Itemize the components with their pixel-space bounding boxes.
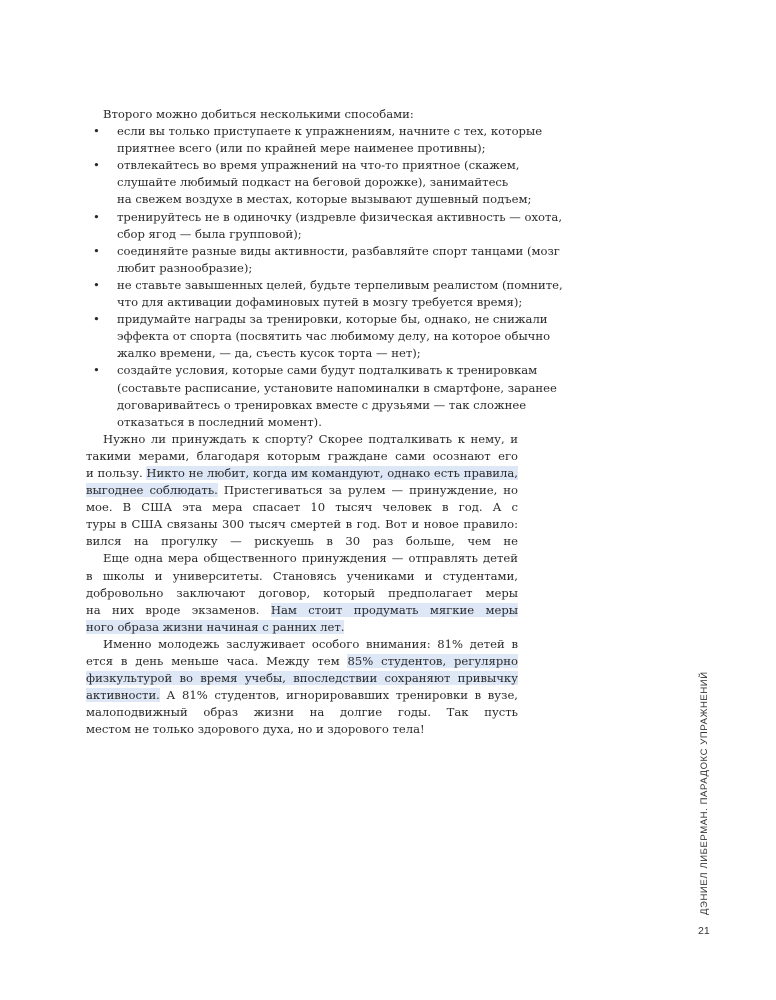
text-line bbox=[86, 619, 518, 636]
text-line bbox=[86, 380, 557, 397]
text-segment: мое. В США эта мера спасает 10 тысяч человек в год. А с bbox=[86, 500, 518, 515]
bullet-item-line bbox=[86, 243, 560, 260]
text-segment: (составьте расписание, установите напоминалки в смартфоне, заранее bbox=[117, 380, 557, 395]
text-segment: ется в день меньше часа. Между тем bbox=[86, 654, 348, 668]
text-segment: придумайте награды за тренировки, которые бы, однако, не снижали bbox=[117, 312, 548, 327]
text-line bbox=[86, 533, 518, 550]
text-line bbox=[86, 482, 518, 499]
text-line bbox=[86, 397, 527, 414]
bullet-icon: • bbox=[93, 243, 100, 258]
text-segment: если вы только приступаете к упражнениям, начните с тех, которые bbox=[117, 124, 543, 139]
text-segment: в школы и университеты. Становясь учениками и студентами, bbox=[86, 568, 518, 583]
text-line bbox=[86, 670, 518, 687]
body-text bbox=[86, 106, 563, 738]
text-segment: тренируйтесь не в одиночку (издревле физическая активность — охота, bbox=[117, 209, 563, 224]
text-line bbox=[86, 140, 518, 157]
text-segment: приятнее всего (или по крайней мере наименее противны); bbox=[117, 141, 486, 156]
text-line bbox=[86, 721, 518, 738]
text-segment: и пользу. bbox=[86, 465, 147, 480]
text-line bbox=[86, 328, 551, 345]
text-line bbox=[86, 550, 518, 567]
text-segment: договаривайтесь о тренировках вместе с друзьями — так сложнее bbox=[117, 397, 527, 412]
text-line bbox=[86, 636, 518, 653]
bullet-item-line bbox=[86, 209, 563, 226]
text-line bbox=[86, 345, 518, 362]
text-line bbox=[86, 568, 518, 585]
text-segment: слушайте любимый подкаст на беговой дорожке), занимайтесь bbox=[117, 175, 509, 190]
text-line bbox=[86, 499, 518, 516]
text-segment: отказаться в последний момент). bbox=[117, 414, 322, 429]
text-segment: жалко времени, — да, съесть кусок торта — нет); bbox=[117, 346, 421, 361]
text-segment: Второго можно добиться несколькими способами: bbox=[103, 107, 414, 121]
highlighted-text: 85% студентов, регулярно bbox=[86, 654, 518, 670]
bullet-item-line bbox=[86, 157, 518, 174]
text-segment: любит разнообразие); bbox=[117, 260, 253, 275]
bullet-item-line bbox=[86, 123, 543, 140]
text-line bbox=[86, 516, 518, 533]
text-segment: не ставьте завышенных целей, будьте терпеливым реалистом (помните, bbox=[117, 277, 563, 292]
bullet-item-line bbox=[86, 311, 548, 328]
bullet-icon: • bbox=[93, 158, 100, 173]
bullet-icon: • bbox=[93, 277, 100, 292]
running-header: ДЭНИЕЛ ЛИБЕРМАН. ПАРАДОКС УПРАЖНЕНИЙ bbox=[699, 671, 710, 915]
text-line bbox=[86, 602, 518, 619]
text-line bbox=[86, 294, 523, 311]
text-segment: создайте условия, которые сами будут подталкивать к тренировкам bbox=[117, 363, 538, 378]
text-segment: отвлекайтесь во время упражнений на что-то приятное (скажем, bbox=[117, 158, 520, 173]
text-segment: на свежем воздухе в местах, которые вызывают душевный подъем; bbox=[117, 192, 532, 207]
text-segment: Нужно ли принуждать к спорту? Скорее подталкивать к нему, и bbox=[103, 431, 518, 446]
text-line bbox=[86, 585, 518, 602]
text-segment: Еще одна мера общественного принуждения — отправлять детей bbox=[103, 551, 518, 566]
bullet-icon: • bbox=[93, 124, 100, 139]
text-segment: туры в США связаны 300 тысяч смертей в год. Вот и новое правило: bbox=[86, 517, 518, 532]
highlighted-text: ного образа жизни начиная с ранних лет. bbox=[86, 619, 345, 634]
bullet-item-line bbox=[86, 362, 538, 379]
text-line bbox=[86, 448, 518, 465]
highlighted-text: Никто не любит, когда им командуют, однако есть правила, bbox=[86, 466, 518, 482]
highlighted-text: физкультурой во время учебы, впоследствии сохраняют привычку bbox=[86, 671, 518, 687]
highlighted-text: Нам стоит продумать мягкие меры bbox=[86, 603, 518, 619]
text-line bbox=[86, 191, 532, 208]
text-line bbox=[86, 431, 518, 448]
bullet-icon: • bbox=[93, 209, 100, 224]
highlighted-text: активности. bbox=[86, 688, 160, 703]
bullet-item-line bbox=[86, 277, 563, 294]
text-line bbox=[86, 687, 518, 704]
text-segment: вился на прогулку — рискуешь в 30 раз больше, чем не bbox=[86, 534, 518, 549]
text-line bbox=[86, 174, 518, 191]
bullet-icon: • bbox=[93, 363, 100, 378]
text-segment: местом не только здорового духа, но и здорового тела! bbox=[86, 722, 425, 737]
page-number: 21 bbox=[698, 925, 710, 937]
highlighted-text: выгоднее соблюдать. bbox=[86, 483, 218, 498]
text-segment: Пристегиваться за рулем — принуждение, но bbox=[223, 483, 518, 498]
text-line bbox=[86, 106, 518, 123]
text-line bbox=[86, 653, 518, 670]
text-line bbox=[86, 260, 518, 277]
text-line bbox=[86, 704, 518, 721]
bullet-icon: • bbox=[93, 312, 100, 327]
text-segment: на них вроде экзаменов. bbox=[86, 602, 271, 617]
text-segment: соединяйте разные виды активности, разбавляйте спорт танцами (мозг bbox=[117, 243, 560, 258]
text-segment: малоподвижный образ жизни на долгие годы. Так пусть bbox=[86, 705, 518, 720]
text-segment: сбор ягод — была групповой); bbox=[117, 226, 302, 241]
text-segment: добровольно заключают договор, который предполагает меры bbox=[86, 585, 518, 600]
text-segment: Именно молодежь заслуживает особого внимания: 81% детей в bbox=[103, 636, 518, 651]
text-segment: что для активации дофаминовых путей в мозгу требуется время); bbox=[117, 295, 523, 310]
text-line bbox=[86, 226, 518, 243]
text-segment: такими мерами, благодаря которым граждане сами осознают его bbox=[86, 448, 518, 463]
text-line bbox=[86, 465, 518, 482]
text-line bbox=[86, 414, 518, 431]
text-segment: А 81% студентов, игнорировавших тренировки в вузе, bbox=[166, 688, 518, 703]
text-segment: эффекта от спорта (посвятить час любимому делу, на которое обычно bbox=[117, 329, 551, 344]
